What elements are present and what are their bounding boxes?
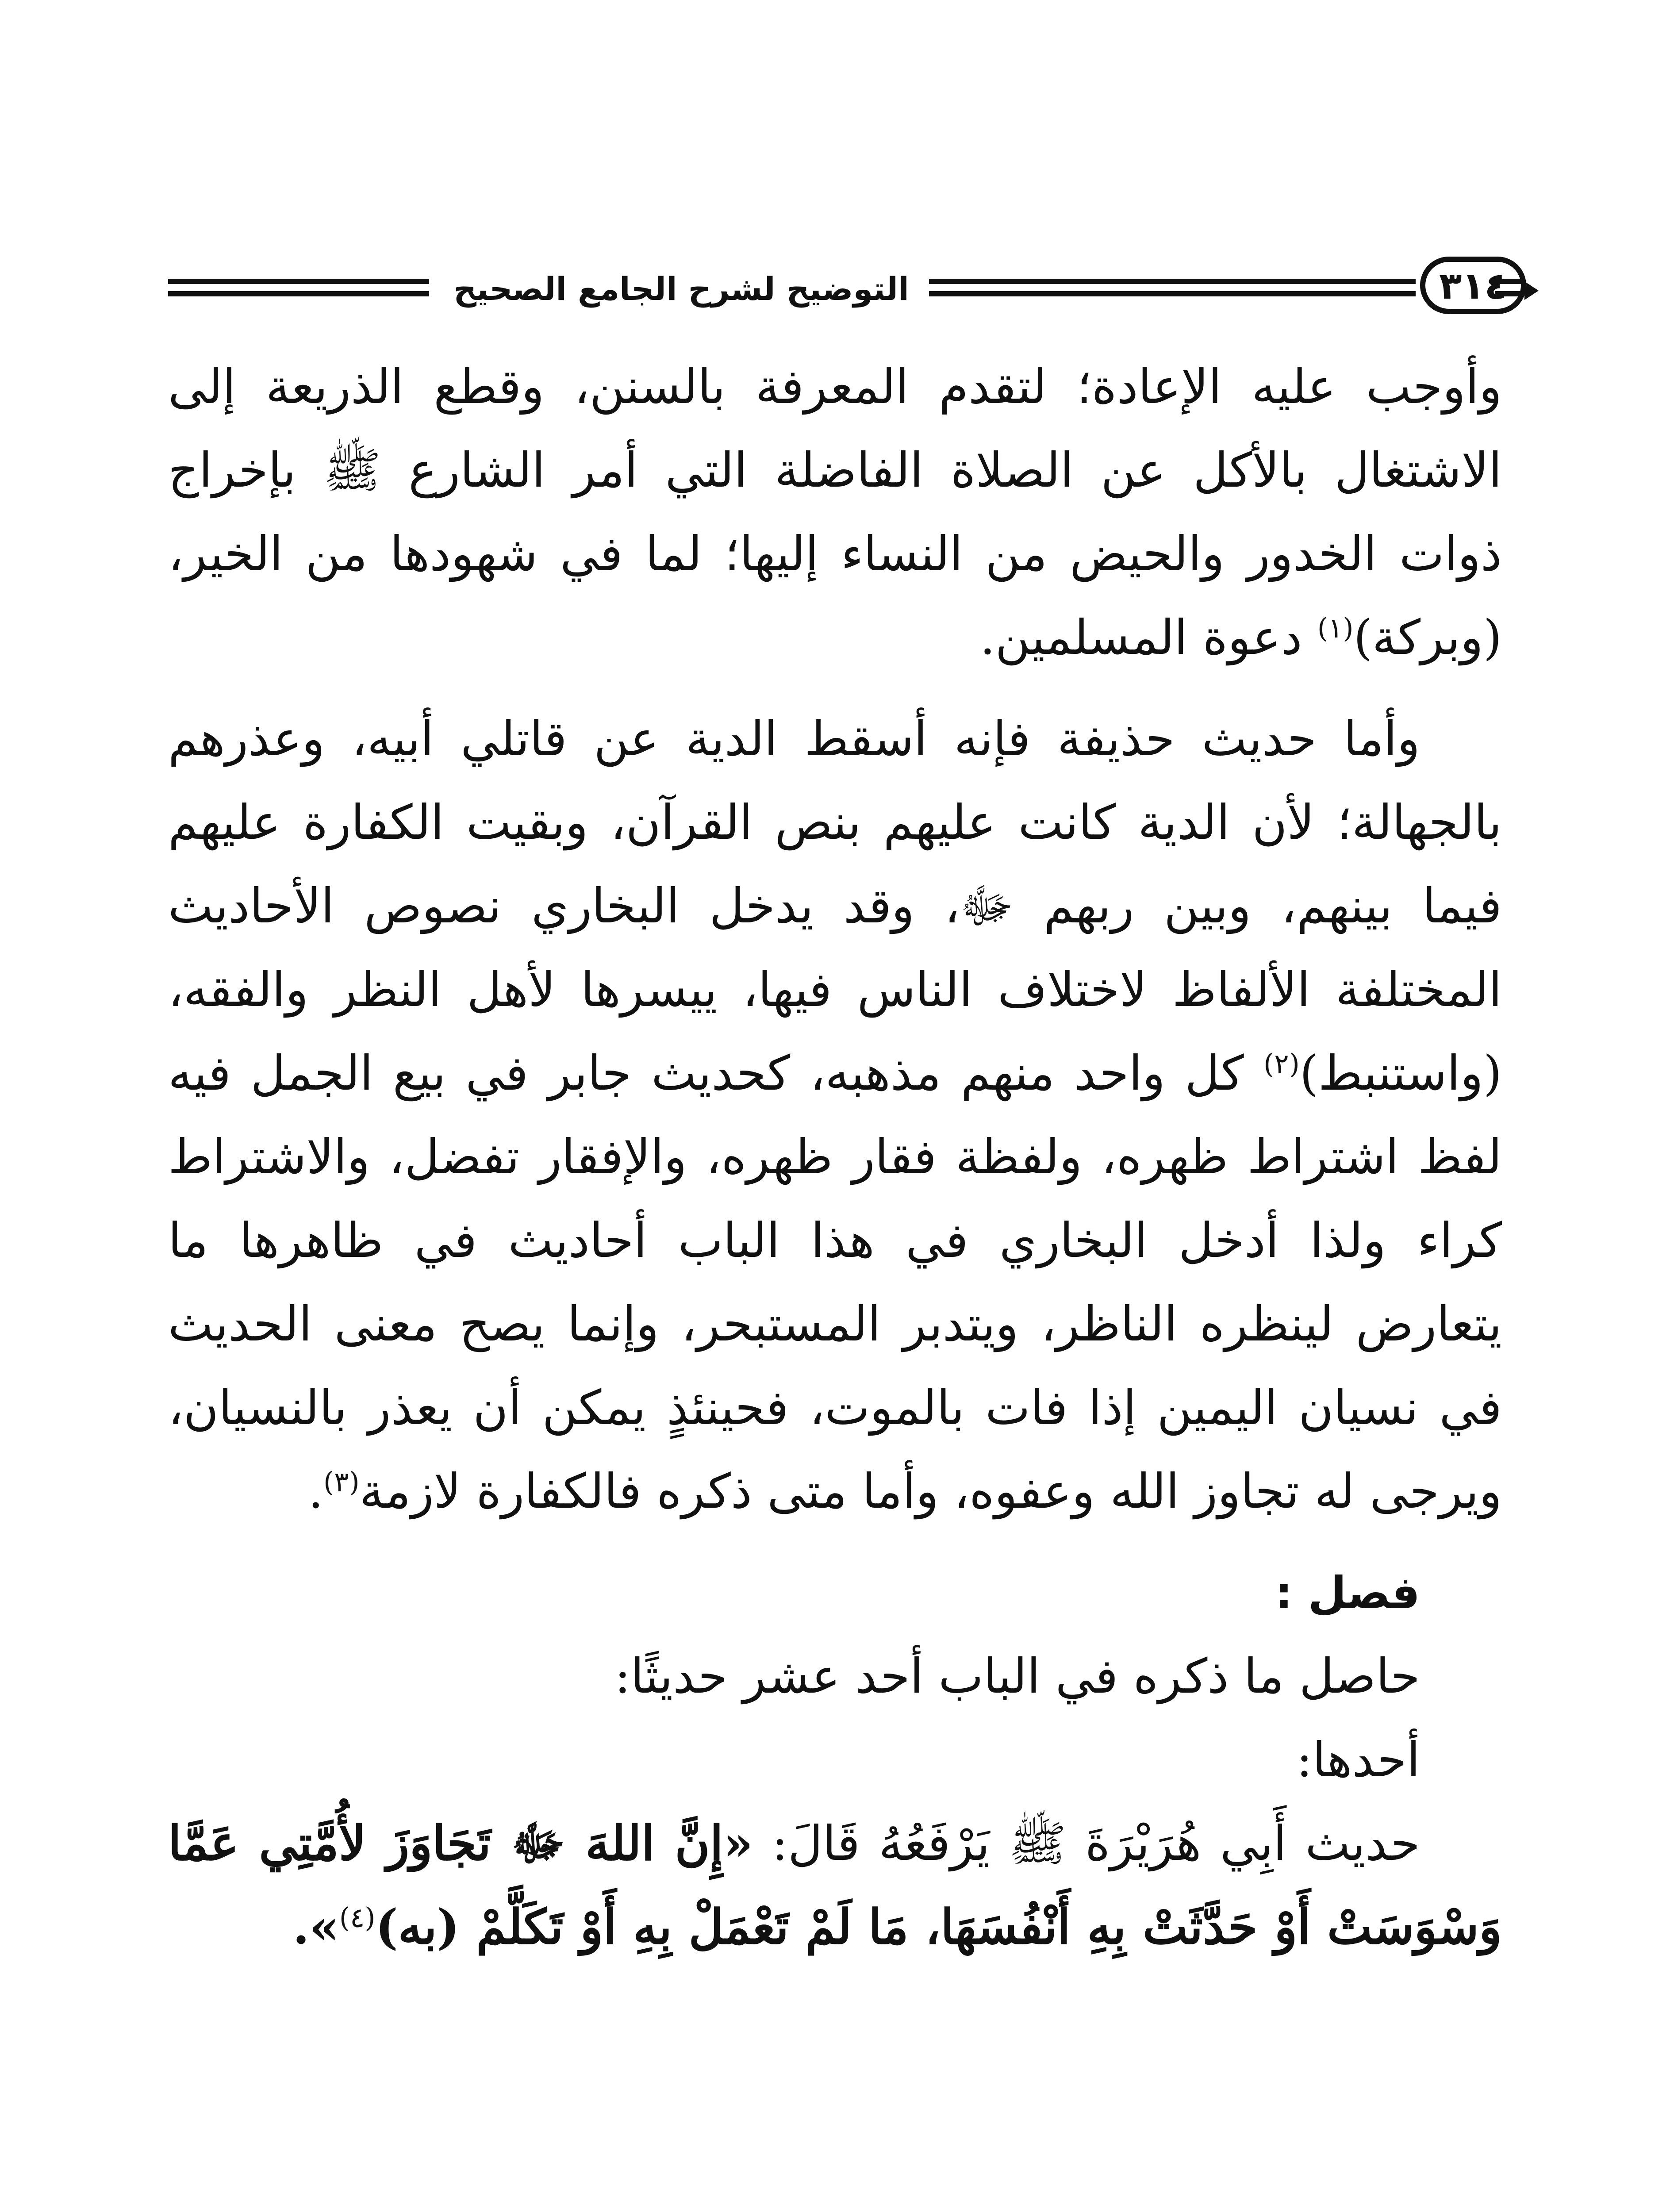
paragraph-1 xyxy=(168,345,1502,680)
paragraph-1-tail: دعوة المسلمين. xyxy=(980,610,1317,665)
footnote-ref-2[interactable]: (٢) xyxy=(1263,1048,1300,1080)
section-summary-line: حاصل ما ذكره في الباب أحد عشر حديثًا: xyxy=(614,1649,1420,1704)
footnote-ref-1[interactable]: (١) xyxy=(1317,612,1354,644)
page-header xyxy=(168,257,1507,314)
header-rule-right xyxy=(1495,279,1522,296)
hadith-text: «إِنَّ اللهَ ﷻ تَجَاوَزَ لأُمَّتِي عَمَّا وَسْوَسَتْ أَوْ حَدَّثَتْ بِهِ أَنْفُسَهَا، مَا لَمْ تَعْمَلْ بِهِ أَوْ تَكَلَّمْ (به) xyxy=(168,1816,1502,1955)
hadith-intro: حديث أَبِي هُرَيْرَةَ ﷺ يَرْفَعُهُ قَالَ: xyxy=(753,1816,1420,1871)
main-text xyxy=(168,345,1502,1987)
footnote-ref-4[interactable]: (٤) xyxy=(339,1901,376,1934)
paragraph-2-tail: . xyxy=(308,1464,323,1519)
paragraph-2 xyxy=(168,697,1502,1533)
header-rule-middle xyxy=(929,279,1416,296)
header-rule-left xyxy=(168,279,429,296)
footnote-ref-3[interactable]: (٣) xyxy=(323,1466,360,1498)
paragraph-2-middle: كل واحد منهم مذهبه، كحديث جابر في بيع الجمل فيه لفظ اشتراط ظهره، ولفظة فقار ظهره، والإفقار تفضل، والاشتراط كراء ولذا أدخل البخاري في هذا الباب أحاديث في ظاهرها ما يتعارض لينظره الناظر، ويتدبر المستبحر، وإنما يصح معنى الحديث في نسيان اليمين إذا فات بالموت، فحينئذٍ يمكن أن يعذر بالنسيان، ويرجى له تجاوز الله وعفوه، وأما متى ذكره فالكفارة لازمة xyxy=(168,1046,1502,1519)
running-title: التوضيح لشرح الجامع الصحيح xyxy=(453,270,909,307)
hadith-close: ». xyxy=(292,1899,339,1955)
paragraph-1-text: وأوجب عليه الإعادة؛ لتقدم المعرفة بالسنن، وقطع الذريعة إلى الاشتغال بالأكل عن الصلاة الفاضلة التي أمر الشارع ﷺ بإخراج ذوات الخدور والحيض من النساء إليها؛ لما في شهودها من الخير، (وبركة) xyxy=(168,359,1502,665)
first-hadith-label: أحدها: xyxy=(1296,1732,1420,1788)
page-number-badge: ٣١٤ xyxy=(1420,257,1526,314)
section-heading: فصل : xyxy=(1275,1567,1420,1619)
hadith-paragraph xyxy=(168,1802,1502,1969)
paragraph-2-text: وأما حديث حذيفة فإنه أسقط الدية عن قاتلي أبيه، وعذرهم بالجهالة؛ لأن الدية كانت عليهم بنص القرآن، وبقيت الكفارة عليهم فيما بينهم، وبين ربهم ﷻ، وقد يدخل البخاري نصوص الأحاديث المختلفة الألفاظ لاختلاف الناس فيها، ييسرها لأهل النظر والفقه، (واستنبط) xyxy=(168,711,1502,1101)
